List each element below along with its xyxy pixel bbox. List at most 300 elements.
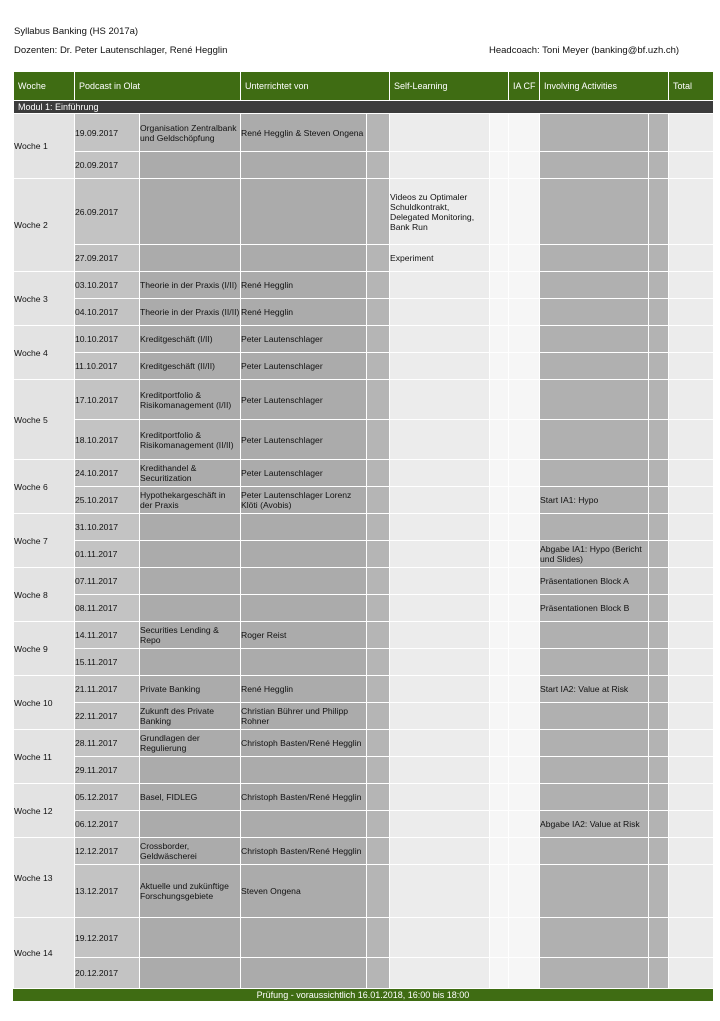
podcast-topic	[140, 568, 241, 595]
session-row	[14, 299, 714, 326]
session-date: 27.09.2017	[75, 245, 140, 272]
session-date: 01.11.2017	[75, 541, 140, 568]
lecturer-spacer	[367, 838, 390, 865]
lecturer: Peter Lautenschlager Lorenz Klöti (Avobis)	[241, 487, 367, 514]
ia-cf-cell	[509, 958, 540, 989]
session-row	[14, 838, 714, 865]
lecturer: Peter Lautenschlager	[241, 460, 367, 487]
podcast-topic	[140, 245, 241, 272]
ia-cf-cell	[509, 353, 540, 380]
self-learning	[390, 541, 490, 568]
total-cell	[669, 272, 714, 299]
lecturer: Peter Lautenschlager	[241, 326, 367, 353]
self-learning-spacer	[490, 811, 509, 838]
self-learning-spacer	[490, 649, 509, 676]
involving-spacer	[649, 730, 669, 757]
involving-activity: Präsentationen Block B	[540, 595, 649, 622]
self-learning	[390, 958, 490, 989]
total-cell	[669, 514, 714, 541]
session-row	[14, 487, 714, 514]
col-header-self-learning: Self-Learning	[390, 72, 509, 101]
podcast-topic: Private Banking	[140, 676, 241, 703]
involving-spacer	[649, 649, 669, 676]
involving-activity	[540, 784, 649, 811]
lecturer-spacer	[367, 958, 390, 989]
self-learning-spacer	[490, 958, 509, 989]
lecturer	[241, 918, 367, 958]
lecturer: Peter Lautenschlager	[241, 380, 367, 420]
involving-spacer	[649, 838, 669, 865]
self-learning	[390, 326, 490, 353]
session-date: 17.10.2017	[75, 380, 140, 420]
ia-cf-cell	[509, 676, 540, 703]
lecturer-spacer	[367, 595, 390, 622]
session-row	[14, 784, 714, 811]
involving-activity: Start IA2: Value at Risk	[540, 676, 649, 703]
ia-cf-cell	[509, 730, 540, 757]
session-date: 11.10.2017	[75, 353, 140, 380]
total-cell	[669, 958, 714, 989]
podcast-topic: Zukunft des Private Banking	[140, 703, 241, 730]
self-learning: Experiment	[390, 245, 490, 272]
headcoach-line: Headcoach: Toni Meyer (banking@bf.uzh.ch)	[489, 45, 680, 56]
ia-cf-cell	[509, 152, 540, 179]
lecturer-spacer	[367, 179, 390, 245]
ia-cf-cell	[509, 460, 540, 487]
involving-activity: Abgabe IA1: Hypo (Bericht und Slides)	[540, 541, 649, 568]
involving-spacer	[649, 958, 669, 989]
session-row	[14, 380, 714, 420]
involving-spacer	[649, 918, 669, 958]
self-learning	[390, 838, 490, 865]
total-cell	[669, 918, 714, 958]
total-cell	[669, 245, 714, 272]
lecturer	[241, 179, 367, 245]
total-cell	[669, 676, 714, 703]
involving-activity	[540, 514, 649, 541]
session-row	[14, 353, 714, 380]
lecturer-spacer	[367, 299, 390, 326]
self-learning	[390, 703, 490, 730]
total-cell	[669, 299, 714, 326]
week-label: Woche 6	[14, 460, 75, 514]
session-date: 21.11.2017	[75, 676, 140, 703]
ia-cf-cell	[509, 514, 540, 541]
self-learning: Videos zu Optimaler Schuldkontrakt, Delegated Monitoring, Bank Run	[390, 179, 490, 245]
involving-spacer	[649, 568, 669, 595]
self-learning-spacer	[490, 152, 509, 179]
lecturer-spacer	[367, 326, 390, 353]
total-cell	[669, 595, 714, 622]
total-cell	[669, 460, 714, 487]
total-cell	[669, 326, 714, 353]
week-label: Woche 10	[14, 676, 75, 730]
podcast-topic	[140, 649, 241, 676]
involving-activity	[540, 245, 649, 272]
lecturer	[241, 514, 367, 541]
total-cell	[669, 784, 714, 811]
lecturer	[241, 958, 367, 989]
self-learning-spacer	[490, 353, 509, 380]
ia-cf-cell	[509, 703, 540, 730]
self-learning	[390, 152, 490, 179]
podcast-topic	[140, 757, 241, 784]
ia-cf-cell	[509, 114, 540, 152]
total-cell	[669, 179, 714, 245]
lecturer	[241, 811, 367, 838]
self-learning-spacer	[490, 179, 509, 245]
lecturer: Roger Reist	[241, 622, 367, 649]
total-cell	[669, 114, 714, 152]
lecturer: Christoph Basten/René Hegglin	[241, 838, 367, 865]
session-row	[14, 730, 714, 757]
involving-activity	[540, 460, 649, 487]
ia-cf-cell	[509, 838, 540, 865]
session-date: 05.12.2017	[75, 784, 140, 811]
involving-spacer	[649, 179, 669, 245]
session-date: 04.10.2017	[75, 299, 140, 326]
self-learning	[390, 514, 490, 541]
total-cell	[669, 353, 714, 380]
lecturer	[241, 595, 367, 622]
week-label: Woche 8	[14, 568, 75, 622]
involving-activity	[540, 703, 649, 730]
lecturer: Peter Lautenschlager	[241, 353, 367, 380]
involving-spacer	[649, 784, 669, 811]
session-row	[14, 918, 714, 958]
involving-spacer	[649, 299, 669, 326]
week-label: Woche 9	[14, 622, 75, 676]
involving-spacer	[649, 865, 669, 918]
involving-spacer	[649, 757, 669, 784]
total-cell	[669, 568, 714, 595]
involving-spacer	[649, 245, 669, 272]
session-row	[14, 460, 714, 487]
lecturer	[241, 649, 367, 676]
session-row	[14, 811, 714, 838]
ia-cf-cell	[509, 918, 540, 958]
week-label: Woche 3	[14, 272, 75, 326]
session-date: 22.11.2017	[75, 703, 140, 730]
ia-cf-cell	[509, 811, 540, 838]
module-label: Modul 1: Einführung	[14, 101, 714, 114]
session-date: 26.09.2017	[75, 179, 140, 245]
total-cell	[669, 811, 714, 838]
self-learning-spacer	[490, 272, 509, 299]
session-date: 10.10.2017	[75, 326, 140, 353]
total-cell	[669, 865, 714, 918]
lecturer-spacer	[367, 730, 390, 757]
involving-activity: Start IA1: Hypo	[540, 487, 649, 514]
involving-activity	[540, 380, 649, 420]
total-cell	[669, 838, 714, 865]
self-learning	[390, 299, 490, 326]
lecturer: René Hegglin	[241, 299, 367, 326]
podcast-topic: Kreditgeschäft (I/II)	[140, 326, 241, 353]
involving-activity	[540, 326, 649, 353]
total-cell	[669, 703, 714, 730]
page-title: Syllabus Banking (HS 2017a)	[14, 26, 139, 37]
self-learning-spacer	[490, 541, 509, 568]
session-date: 03.10.2017	[75, 272, 140, 299]
podcast-topic: Kreditportfolio & Risikomanagement (II/II)	[140, 420, 241, 460]
involving-spacer	[649, 811, 669, 838]
involving-activity	[540, 179, 649, 245]
involving-spacer	[649, 676, 669, 703]
col-header-woche: Woche	[14, 72, 75, 101]
session-date: 19.12.2017	[75, 918, 140, 958]
self-learning-spacer	[490, 595, 509, 622]
session-row	[14, 179, 714, 245]
self-learning	[390, 460, 490, 487]
module-row	[14, 101, 714, 114]
involving-activity	[540, 353, 649, 380]
total-cell	[669, 487, 714, 514]
self-learning-spacer	[490, 380, 509, 420]
week-label: Woche 1	[14, 114, 75, 179]
ia-cf-cell	[509, 272, 540, 299]
week-label: Woche 4	[14, 326, 75, 380]
self-learning-spacer	[490, 326, 509, 353]
involving-activity	[540, 918, 649, 958]
session-row	[14, 958, 714, 989]
self-learning-spacer	[490, 299, 509, 326]
lecturer	[241, 245, 367, 272]
involving-activity: Abgabe IA2: Value at Risk	[540, 811, 649, 838]
self-learning	[390, 622, 490, 649]
podcast-topic: Aktuelle und zukünftige Forschungsgebiete	[140, 865, 241, 918]
self-learning-spacer	[490, 918, 509, 958]
lecturer-spacer	[367, 152, 390, 179]
ia-cf-cell	[509, 622, 540, 649]
lecturer: Steven Ongena	[241, 865, 367, 918]
involving-spacer	[649, 460, 669, 487]
podcast-topic: Kredithandel & Securitization	[140, 460, 241, 487]
self-learning	[390, 784, 490, 811]
self-learning-spacer	[490, 487, 509, 514]
session-row	[14, 514, 714, 541]
session-date: 14.11.2017	[75, 622, 140, 649]
involving-spacer	[649, 487, 669, 514]
session-date: 12.12.2017	[75, 838, 140, 865]
col-header-total: Total	[669, 72, 714, 101]
self-learning-spacer	[490, 114, 509, 152]
lecturer-spacer	[367, 353, 390, 380]
session-row	[14, 649, 714, 676]
podcast-topic: Organisation Zentralbank und Geldschöpfung	[140, 114, 241, 152]
involving-spacer	[649, 114, 669, 152]
self-learning-spacer	[490, 420, 509, 460]
self-learning-spacer	[490, 865, 509, 918]
podcast-topic: Kreditgeschäft (II/II)	[140, 353, 241, 380]
ia-cf-cell	[509, 326, 540, 353]
podcast-topic: Kreditportfolio & Risikomanagement (I/II)	[140, 380, 241, 420]
lecturer-spacer	[367, 811, 390, 838]
involving-activity	[540, 649, 649, 676]
podcast-topic: Crossborder, Geldwäscherei	[140, 838, 241, 865]
session-row	[14, 272, 714, 299]
week-label: Woche 14	[14, 918, 75, 989]
lecturer-spacer	[367, 487, 390, 514]
podcast-topic	[140, 918, 241, 958]
self-learning-spacer	[490, 703, 509, 730]
involving-activity	[540, 730, 649, 757]
podcast-topic: Hypothekargeschäft in der Praxis	[140, 487, 241, 514]
lecturer: René Hegglin & Steven Ongena	[241, 114, 367, 152]
ia-cf-cell	[509, 487, 540, 514]
lecturer-spacer	[367, 541, 390, 568]
self-learning	[390, 114, 490, 152]
self-learning	[390, 649, 490, 676]
self-learning-spacer	[490, 676, 509, 703]
self-learning	[390, 730, 490, 757]
involving-activity	[540, 622, 649, 649]
total-cell	[669, 730, 714, 757]
session-date: 18.10.2017	[75, 420, 140, 460]
self-learning-spacer	[490, 514, 509, 541]
lecturer-spacer	[367, 568, 390, 595]
podcast-topic	[140, 595, 241, 622]
involving-activity	[540, 838, 649, 865]
session-date: 24.10.2017	[75, 460, 140, 487]
involving-activity	[540, 152, 649, 179]
session-date: 08.11.2017	[75, 595, 140, 622]
ia-cf-cell	[509, 420, 540, 460]
total-cell	[669, 152, 714, 179]
week-label: Woche 5	[14, 380, 75, 460]
col-header-unterrichtet: Unterrichtet von	[241, 72, 390, 101]
involving-activity	[540, 865, 649, 918]
podcast-topic: Grundlagen der Regulierung	[140, 730, 241, 757]
podcast-topic: Theorie in der Praxis (II/II)	[140, 299, 241, 326]
involving-spacer	[649, 703, 669, 730]
self-learning	[390, 380, 490, 420]
self-learning	[390, 757, 490, 784]
session-date: 13.12.2017	[75, 865, 140, 918]
self-learning	[390, 272, 490, 299]
involving-spacer	[649, 420, 669, 460]
ia-cf-cell	[509, 757, 540, 784]
self-learning-spacer	[490, 245, 509, 272]
lecturer: René Hegglin	[241, 272, 367, 299]
ia-cf-cell	[509, 595, 540, 622]
ia-cf-cell	[509, 784, 540, 811]
ia-cf-cell	[509, 865, 540, 918]
lecturer-spacer	[367, 676, 390, 703]
self-learning	[390, 595, 490, 622]
ia-cf-cell	[509, 568, 540, 595]
involving-spacer	[649, 152, 669, 179]
self-learning-spacer	[490, 622, 509, 649]
self-learning	[390, 918, 490, 958]
exam-footer: Prüfung - voraussichtlich 16.01.2018, 16:00 bis 18:00	[13, 989, 713, 1001]
lecturer-spacer	[367, 514, 390, 541]
lecturer: Peter Lautenschlager	[241, 420, 367, 460]
self-learning	[390, 568, 490, 595]
self-learning	[390, 420, 490, 460]
podcast-topic	[140, 811, 241, 838]
total-cell	[669, 420, 714, 460]
involving-activity	[540, 299, 649, 326]
col-header-involving: Involving Activities	[540, 72, 669, 101]
lecturer-spacer	[367, 460, 390, 487]
session-row	[14, 622, 714, 649]
lecturer	[241, 757, 367, 784]
session-row	[14, 703, 714, 730]
session-date: 28.11.2017	[75, 730, 140, 757]
session-row	[14, 152, 714, 179]
lecturer-spacer	[367, 272, 390, 299]
self-learning	[390, 353, 490, 380]
session-date: 20.12.2017	[75, 958, 140, 989]
session-date: 20.09.2017	[75, 152, 140, 179]
week-label: Woche 12	[14, 784, 75, 838]
week-label: Woche 2	[14, 179, 75, 272]
podcast-topic: Theorie in der Praxis (I/II)	[140, 272, 241, 299]
self-learning-spacer	[490, 460, 509, 487]
involving-spacer	[649, 380, 669, 420]
lecturer-spacer	[367, 622, 390, 649]
involving-activity: Präsentationen Block A	[540, 568, 649, 595]
involving-activity	[540, 114, 649, 152]
session-row	[14, 757, 714, 784]
lecturer: René Hegglin	[241, 676, 367, 703]
lecturer-spacer	[367, 649, 390, 676]
session-row	[14, 114, 714, 152]
podcast-topic: Securities Lending & Repo	[140, 622, 241, 649]
podcast-topic: Basel, FIDLEG	[140, 784, 241, 811]
lecturer	[241, 541, 367, 568]
lecturers-line: Dozenten: Dr. Peter Lautenschlager, René Hegglin	[14, 45, 228, 56]
podcast-topic	[140, 514, 241, 541]
session-date: 07.11.2017	[75, 568, 140, 595]
session-row	[14, 420, 714, 460]
ia-cf-cell	[509, 541, 540, 568]
lecturer-spacer	[367, 865, 390, 918]
session-date: 06.12.2017	[75, 811, 140, 838]
self-learning-spacer	[490, 568, 509, 595]
lecturer-spacer	[367, 918, 390, 958]
session-date: 25.10.2017	[75, 487, 140, 514]
involving-activity	[540, 757, 649, 784]
week-label: Woche 7	[14, 514, 75, 568]
involving-activity	[540, 420, 649, 460]
self-learning-spacer	[490, 838, 509, 865]
involving-spacer	[649, 272, 669, 299]
involving-spacer	[649, 595, 669, 622]
session-row	[14, 245, 714, 272]
lecturer-spacer	[367, 784, 390, 811]
lecturer-spacer	[367, 703, 390, 730]
lecturer-spacer	[367, 757, 390, 784]
week-label: Woche 13	[14, 838, 75, 918]
self-learning	[390, 487, 490, 514]
podcast-topic	[140, 152, 241, 179]
lecturer: Christian Bührer und Philipp Rohner	[241, 703, 367, 730]
involving-spacer	[649, 353, 669, 380]
lecturer-spacer	[367, 380, 390, 420]
syllabus-table	[13, 71, 714, 989]
total-cell	[669, 649, 714, 676]
total-cell	[669, 622, 714, 649]
ia-cf-cell	[509, 380, 540, 420]
ia-cf-cell	[509, 299, 540, 326]
lecturer-spacer	[367, 420, 390, 460]
session-date: 19.09.2017	[75, 114, 140, 152]
col-header-podcast: Podcast in Olat	[75, 72, 241, 101]
self-learning-spacer	[490, 757, 509, 784]
involving-activity	[540, 272, 649, 299]
